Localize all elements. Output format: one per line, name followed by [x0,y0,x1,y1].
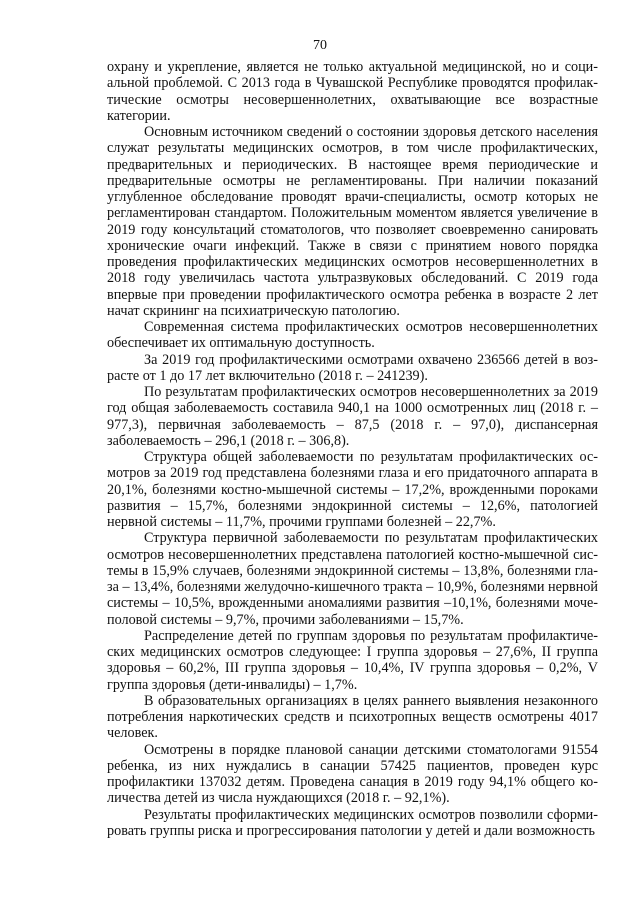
document-body [107,59,598,839]
paragraph-dental-sanitation: Осмотрены в порядке плановой санации детскими стоматологами 91554 ребенка, из них нуждались в санации 57425 пациентов, проведен курс профилактики 137032 детям. Проведена санация в 2019 году 94,1% общего количества детей из числа нуждающихся (2018 г. – 92,1%). [107,741,598,807]
paragraph-data-sources: Основным источником сведений о состоянии здоровья детского населения служат результаты медицинских осмотров, в том числе профилактических, предварительных и периодических. В настоящее время периодические и предварительные осмотры не регламентированы. При наличии показаний углубленное обследование проводят врачи-специалисты, осмотр которых не регламентирован стандартом. Положительным моментом является увеличение в 2019 году консультаций стоматологов, что позволяет своевременно санировать хронические очаги инфекций. Также в связи с принятием нового порядка проведения профилактических медицинских осмотров несовершеннолетних в 2018 году увеличилась частота ультразвуковых обследований. С 2019 года впервые при проведении профилактического осмотра ребенка в возрасте 2 лет начат скрининг на психиатрическую патологию. [107,124,598,319]
paragraph-risk-groups: Результаты профилактических медицинских осмотров позволили сформировать группы риска и прогрессирования патологии у детей и дали возможность [107,806,598,839]
paragraph-general-morbidity-structure: Структура общей заболеваемости по результатам профилактических осмотров за 2019 год представлена болезнями глаза и его придаточного аппарата в 20,1%, болезнями костно-мышечной системы – 17,2%, врожденными пороками развития – 15,7%, болезнями эндокринной системы – 12,6%, патологией нервной системы – 11,7%, прочими группами болезней – 22,7%. [107,449,598,530]
paragraph-morbidity: По результатам профилактических осмотров несовершеннолетних за 2019 год общая заболеваемость составила 940,1 на 1000 осмотренных лиц (2018 г. – 977,3), первичная заболеваемость – 87,5 (2018 г. – 97,0), диспансерная заболеваемость – 296,1 (2018 г. – 306,8). [107,384,598,449]
paragraph-coverage: За 2019 год профилактическими осмотрами охвачено 236566 детей в возрасте от 1 до 17 лет включительно (2018 г. – 241239). [107,351,598,384]
paragraph-primary-morbidity-structure: Структура первичной заболеваемости по результатам профилактических осмотров несовершеннолетних представлена патологией костно-мышечной системы в 15,9% случаев, болезнями эндокринной системы – 13,8%, болезнями глаза – 13,4%, болезнями желудочно-кишечного тракта – 10,9%, болезнями нервной системы – 10,5%, врожденными аномалиями развития –10,1%, болезнями мочеполовой системы – 9,7%, прочими заболеваниями – 15,7%. [107,530,598,628]
paragraph-continuation: охрану и укрепление, является не только актуальной медицинской, но и социальной проблемой. С 2013 года в Чувашской Республике проводятся профилактические осмотры несовершеннолетних, охватывающие все возрастные категории. [107,59,598,124]
paragraph-drug-screening: В образовательных организациях в целях раннего выявления незаконного потребления наркотических средств и психотропных веществ осмотрены 4017 человек. [107,692,598,742]
paragraph-health-groups: Распределение детей по группам здоровья по результатам профилактических медицинских осмотров следующее: I группа здоровья – 27,6%, II группа здоровья – 60,2%, III группа здоровья – 10,4%, IV группа здоровья – 0,2%, V группа здоровья (дети-инвалиды) – 1,7%. [107,627,598,693]
paragraph-accessibility: Современная система профилактических осмотров несовершеннолетних обеспечивает их оптимальную доступность. [107,319,598,352]
page-number: 70 [313,38,327,53]
